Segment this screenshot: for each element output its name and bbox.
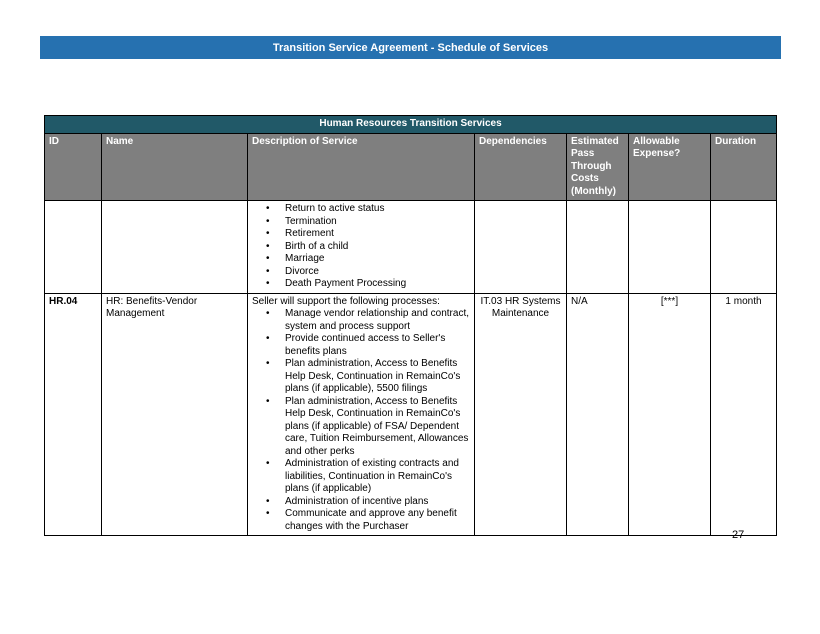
hr-transition-services-table <box>44 115 777 536</box>
bullet-item: • Marriage <box>266 253 470 266</box>
bullet-item: • Provide continued access to Seller's benefits plans <box>266 333 470 358</box>
bullet-item: • Manage vendor relationship and contract, system and process support <box>266 308 470 333</box>
bullet-item: • Retirement <box>266 228 470 241</box>
bullet-item: • Administration of incentive plans <box>266 496 470 509</box>
cell-allowable-expense: [***] <box>629 293 711 536</box>
page-number: 27 <box>732 529 745 541</box>
cell-id: HR.04 <box>45 293 102 536</box>
bullet-item: • Birth of a child <box>266 241 470 254</box>
cell-dependencies <box>475 201 567 294</box>
cell-name <box>102 201 248 294</box>
cell-name: HR: Benefits-Vendor Management <box>102 293 248 536</box>
description-bullet-list <box>252 308 470 533</box>
bullet-item: • Divorce <box>266 266 470 279</box>
column-header-costs: Estimated Pass Through Costs (Monthly) <box>567 133 629 201</box>
cell-costs <box>567 201 629 294</box>
cell-duration: 1 month <box>711 293 777 536</box>
cell-id <box>45 201 102 294</box>
bullet-item: • Death Payment Processing <box>266 278 470 291</box>
cell-description <box>248 293 475 536</box>
column-header-name: Name <box>102 133 248 201</box>
bullet-item: • Return to active status <box>266 203 470 216</box>
cell-allowable-expense <box>629 201 711 294</box>
bullet-item: • Administration of existing contracts and liabilities, Continuation in RemainCo's plans (if applicable) <box>266 458 470 496</box>
bullet-item: • Plan administration, Access to Benefits Help Desk, Continuation in RemainCo's plans (if applicable) of FSA/ Dependent care, Tuition Reimbursement, Allowances and other perks <box>266 396 470 459</box>
description-bullet-list <box>252 203 470 291</box>
table-row-continuation <box>45 201 777 294</box>
cell-duration <box>711 201 777 294</box>
cell-costs: N/A <box>567 293 629 536</box>
bullet-item: • Plan administration, Access to Benefits Help Desk, Continuation in RemainCo's plans (if applicable), 5500 filings <box>266 358 470 396</box>
column-header-dependencies: Dependencies <box>475 133 567 201</box>
table-row-hr04 <box>45 293 777 536</box>
description-intro: Seller will support the following processes: <box>252 295 440 307</box>
document-title-banner: Transition Service Agreement - Schedule of Services <box>40 36 781 59</box>
column-header-id: ID <box>45 133 102 201</box>
table-header-row <box>45 133 777 201</box>
column-header-allowable-expense: Allowable Expense? <box>629 133 711 201</box>
table-title-row <box>45 116 777 134</box>
cell-description <box>248 201 475 294</box>
column-header-description: Description of Service <box>248 133 475 201</box>
column-header-duration: Duration <box>711 133 777 201</box>
bullet-item: • Communicate and approve any benefit changes with the Purchaser <box>266 508 470 533</box>
bullet-item: • Termination <box>266 216 470 229</box>
cell-dependencies: IT.03 HR Systems Maintenance <box>475 293 567 536</box>
table-title: Human Resources Transition Services <box>45 116 777 134</box>
